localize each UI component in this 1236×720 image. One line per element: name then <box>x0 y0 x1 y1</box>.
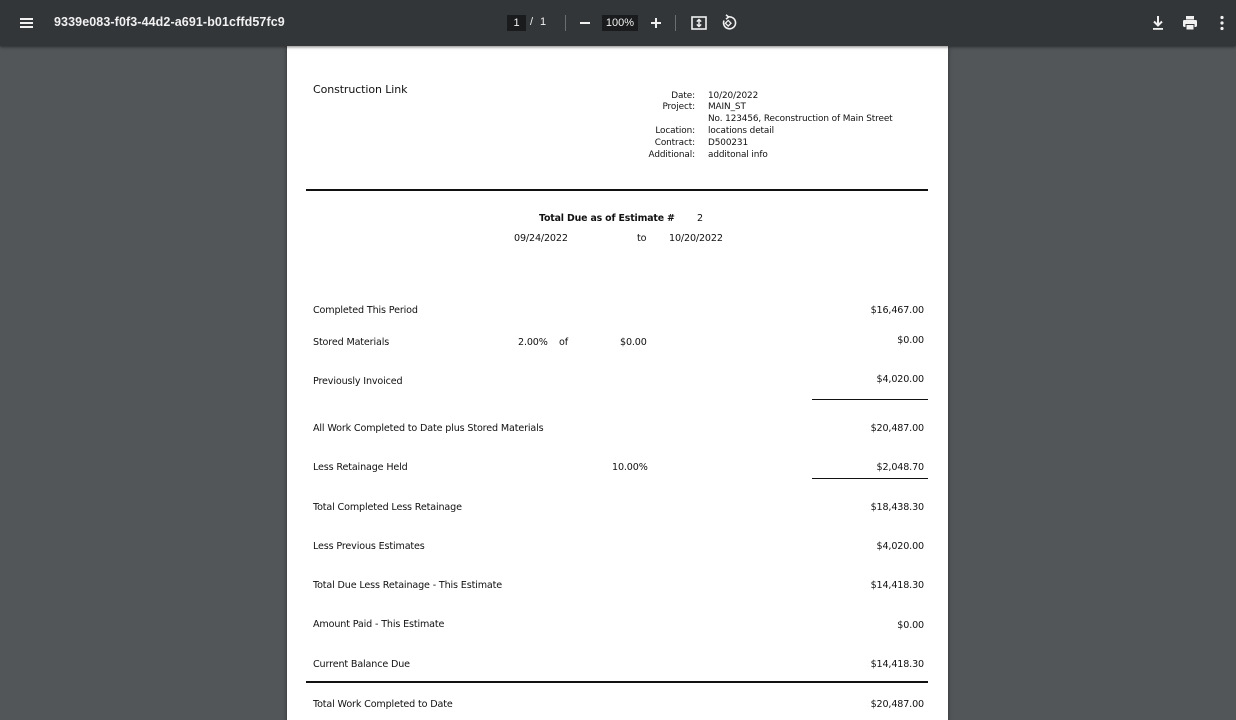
stored-materials-base: $0.00 <box>620 337 647 348</box>
company-name: Construction Link <box>313 83 408 96</box>
toolbar-divider <box>675 15 676 31</box>
contract-label: Contract: <box>654 138 695 148</box>
less-retainage-amount: $2,048.70 <box>876 462 924 473</box>
additional-value: additonal info <box>708 150 768 160</box>
previously-invoiced-amount: $4,020.00 <box>876 374 924 385</box>
location-value: locations detail <box>708 126 775 136</box>
total-work-completed-amount: $20,487.00 <box>870 699 924 710</box>
amount-paid-amount: $0.00 <box>897 620 924 631</box>
completed-this-period-amount: $16,467.00 <box>870 305 924 316</box>
less-previous-estimates-amount: $4,020.00 <box>876 541 924 552</box>
location-label: Location: <box>655 126 695 136</box>
fit-to-page-icon[interactable] <box>688 12 710 34</box>
total-completed-less-retainage-amount: $18,438.30 <box>870 502 924 513</box>
menu-icon[interactable] <box>16 12 38 34</box>
zoom-in-icon[interactable] <box>646 13 666 33</box>
balance-divider <box>306 681 928 683</box>
period-from-date: 09/24/2022 <box>514 233 568 244</box>
completed-this-period-label: Completed This Period <box>313 305 418 316</box>
current-balance-due-label: Current Balance Due <box>313 659 410 670</box>
page-number-input[interactable]: 1 <box>507 15 526 31</box>
period-to-date: 10/20/2022 <box>669 233 723 244</box>
zoom-out-icon[interactable] <box>575 13 595 33</box>
project-value: MAIN_ST <box>708 102 746 112</box>
less-previous-estimates-label: Less Previous Estimates <box>313 541 425 552</box>
pdf-page <box>287 46 948 720</box>
less-retainage-percent: 10.00% <box>612 462 648 473</box>
total-due-less-retainage-amount: $14,418.30 <box>870 580 924 591</box>
period-to-word: to <box>637 233 647 244</box>
contract-value: D500231 <box>708 138 749 148</box>
stored-materials-amount: $0.00 <box>897 335 924 346</box>
toolbar-divider <box>565 15 566 31</box>
zoom-level-input[interactable]: 100% <box>602 15 638 31</box>
document-title: 9339e083-f0f3-44d2-a691-b01cffd57fc9 <box>54 15 285 29</box>
rotate-icon[interactable] <box>717 12 739 34</box>
stored-materials-percent: 2.00% <box>518 337 548 348</box>
stored-materials-label: Stored Materials <box>313 337 390 348</box>
page-total: 1 <box>540 16 547 28</box>
less-retainage-label: Less Retainage Held <box>313 462 408 473</box>
header-divider <box>306 189 928 191</box>
project-label: Project: <box>662 102 695 112</box>
current-balance-due-amount: $14,418.30 <box>870 659 924 670</box>
more-options-icon[interactable] <box>1211 12 1233 34</box>
total-due-less-retainage-label: Total Due Less Retainage - This Estimate <box>313 580 502 591</box>
total-completed-less-retainage-label: Total Completed Less Retainage <box>313 502 462 513</box>
estimate-number: 2 <box>697 213 703 224</box>
print-icon[interactable] <box>1179 12 1201 34</box>
previously-invoiced-label: Previously Invoiced <box>313 376 403 387</box>
date-label: Date: <box>671 91 695 101</box>
retainage-rule <box>812 478 928 479</box>
page-separator: / <box>530 16 534 28</box>
amount-paid-label: Amount Paid - This Estimate <box>313 619 445 630</box>
additional-label: Additional: <box>648 150 695 160</box>
subtotal-rule <box>812 399 928 400</box>
estimate-title: Total Due as of Estimate # <box>539 213 675 224</box>
date-value: 10/20/2022 <box>708 91 759 101</box>
all-work-completed-amount: $20,487.00 <box>870 423 924 434</box>
pdf-toolbar <box>0 0 1236 46</box>
project-description: No. 123456, Reconstruction of Main Street <box>708 114 893 124</box>
stored-materials-of: of <box>559 337 568 348</box>
all-work-completed-label: All Work Completed to Date plus Stored Materials <box>313 423 544 434</box>
download-icon[interactable] <box>1147 12 1169 34</box>
total-work-completed-label: Total Work Completed to Date <box>313 699 453 710</box>
